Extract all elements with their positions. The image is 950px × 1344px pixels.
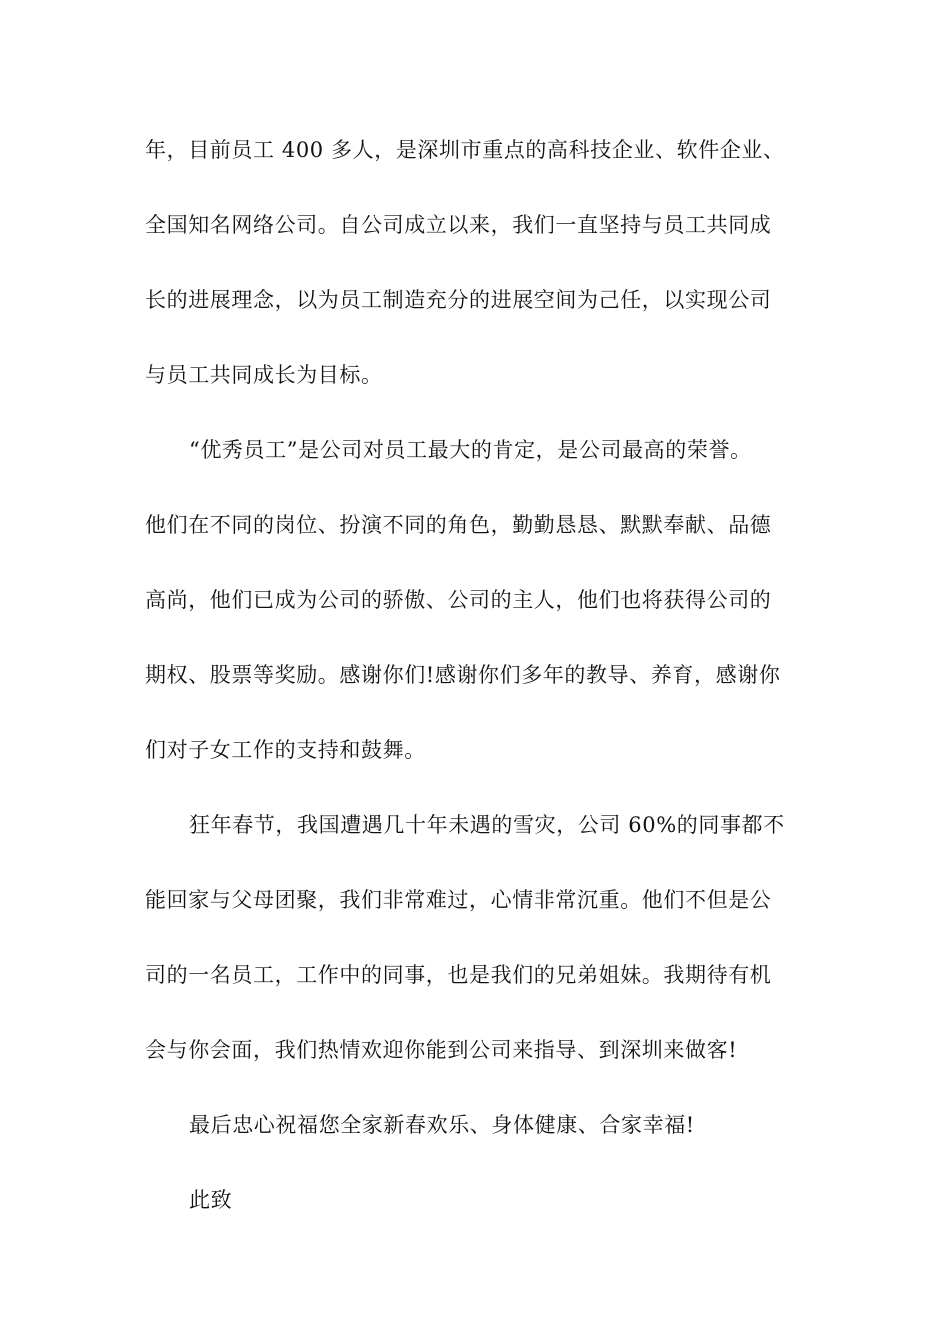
text-line: 年，目前员工 400 多人，是深圳市重点的高科技企业、软件企业、 <box>145 138 785 162</box>
text-line: 与员工共同成长为目标。 <box>145 363 383 387</box>
letter-body <box>145 130 810 1255</box>
text-line: 司的一名员工，工作中的同事，也是我们的兄弟姐妹。我期待有机 <box>145 963 772 987</box>
text-line: 能回家与父母团聚，我们非常难过，心情非常沉重。他们不但是公 <box>145 888 772 912</box>
closing-wish-line: 最后忠心祝福您全家新春欢乐、身体健康、合家幸福! <box>189 1113 695 1137</box>
paragraph-start-line: “优秀员工”是公司对员工最大的肯定，是公司最高的荣誉。 <box>189 438 752 462</box>
paragraph-start-line: 狂年春节，我国遭遇几十年未遇的雪灾，公司 60%的同事都不 <box>189 813 785 837</box>
text-line: 高尚，他们已成为公司的骄傲、公司的主人，他们也将获得公司的 <box>145 588 772 612</box>
text-line: 们对子女工作的支持和鼓舞。 <box>145 738 426 762</box>
text-line: 期权、股票等奖励。感谢你们!感谢你们多年的教导、养育，感谢你 <box>145 663 781 687</box>
text-line: 全国知名网络公司。自公司成立以来，我们一直坚持与员工共同成 <box>145 213 772 237</box>
text-line: 他们在不同的岗位、扮演不同的角色，勤勤恳恳、默默奉献、品德 <box>145 513 772 537</box>
text-line: 会与你会面，我们热情欢迎你能到公司来指导、到深圳来做客! <box>145 1038 738 1062</box>
salutation-line: 此致 <box>189 1188 233 1212</box>
text-line: 长的进展理念，以为员工制造充分的进展空间为己任，以实现公司 <box>145 288 772 312</box>
